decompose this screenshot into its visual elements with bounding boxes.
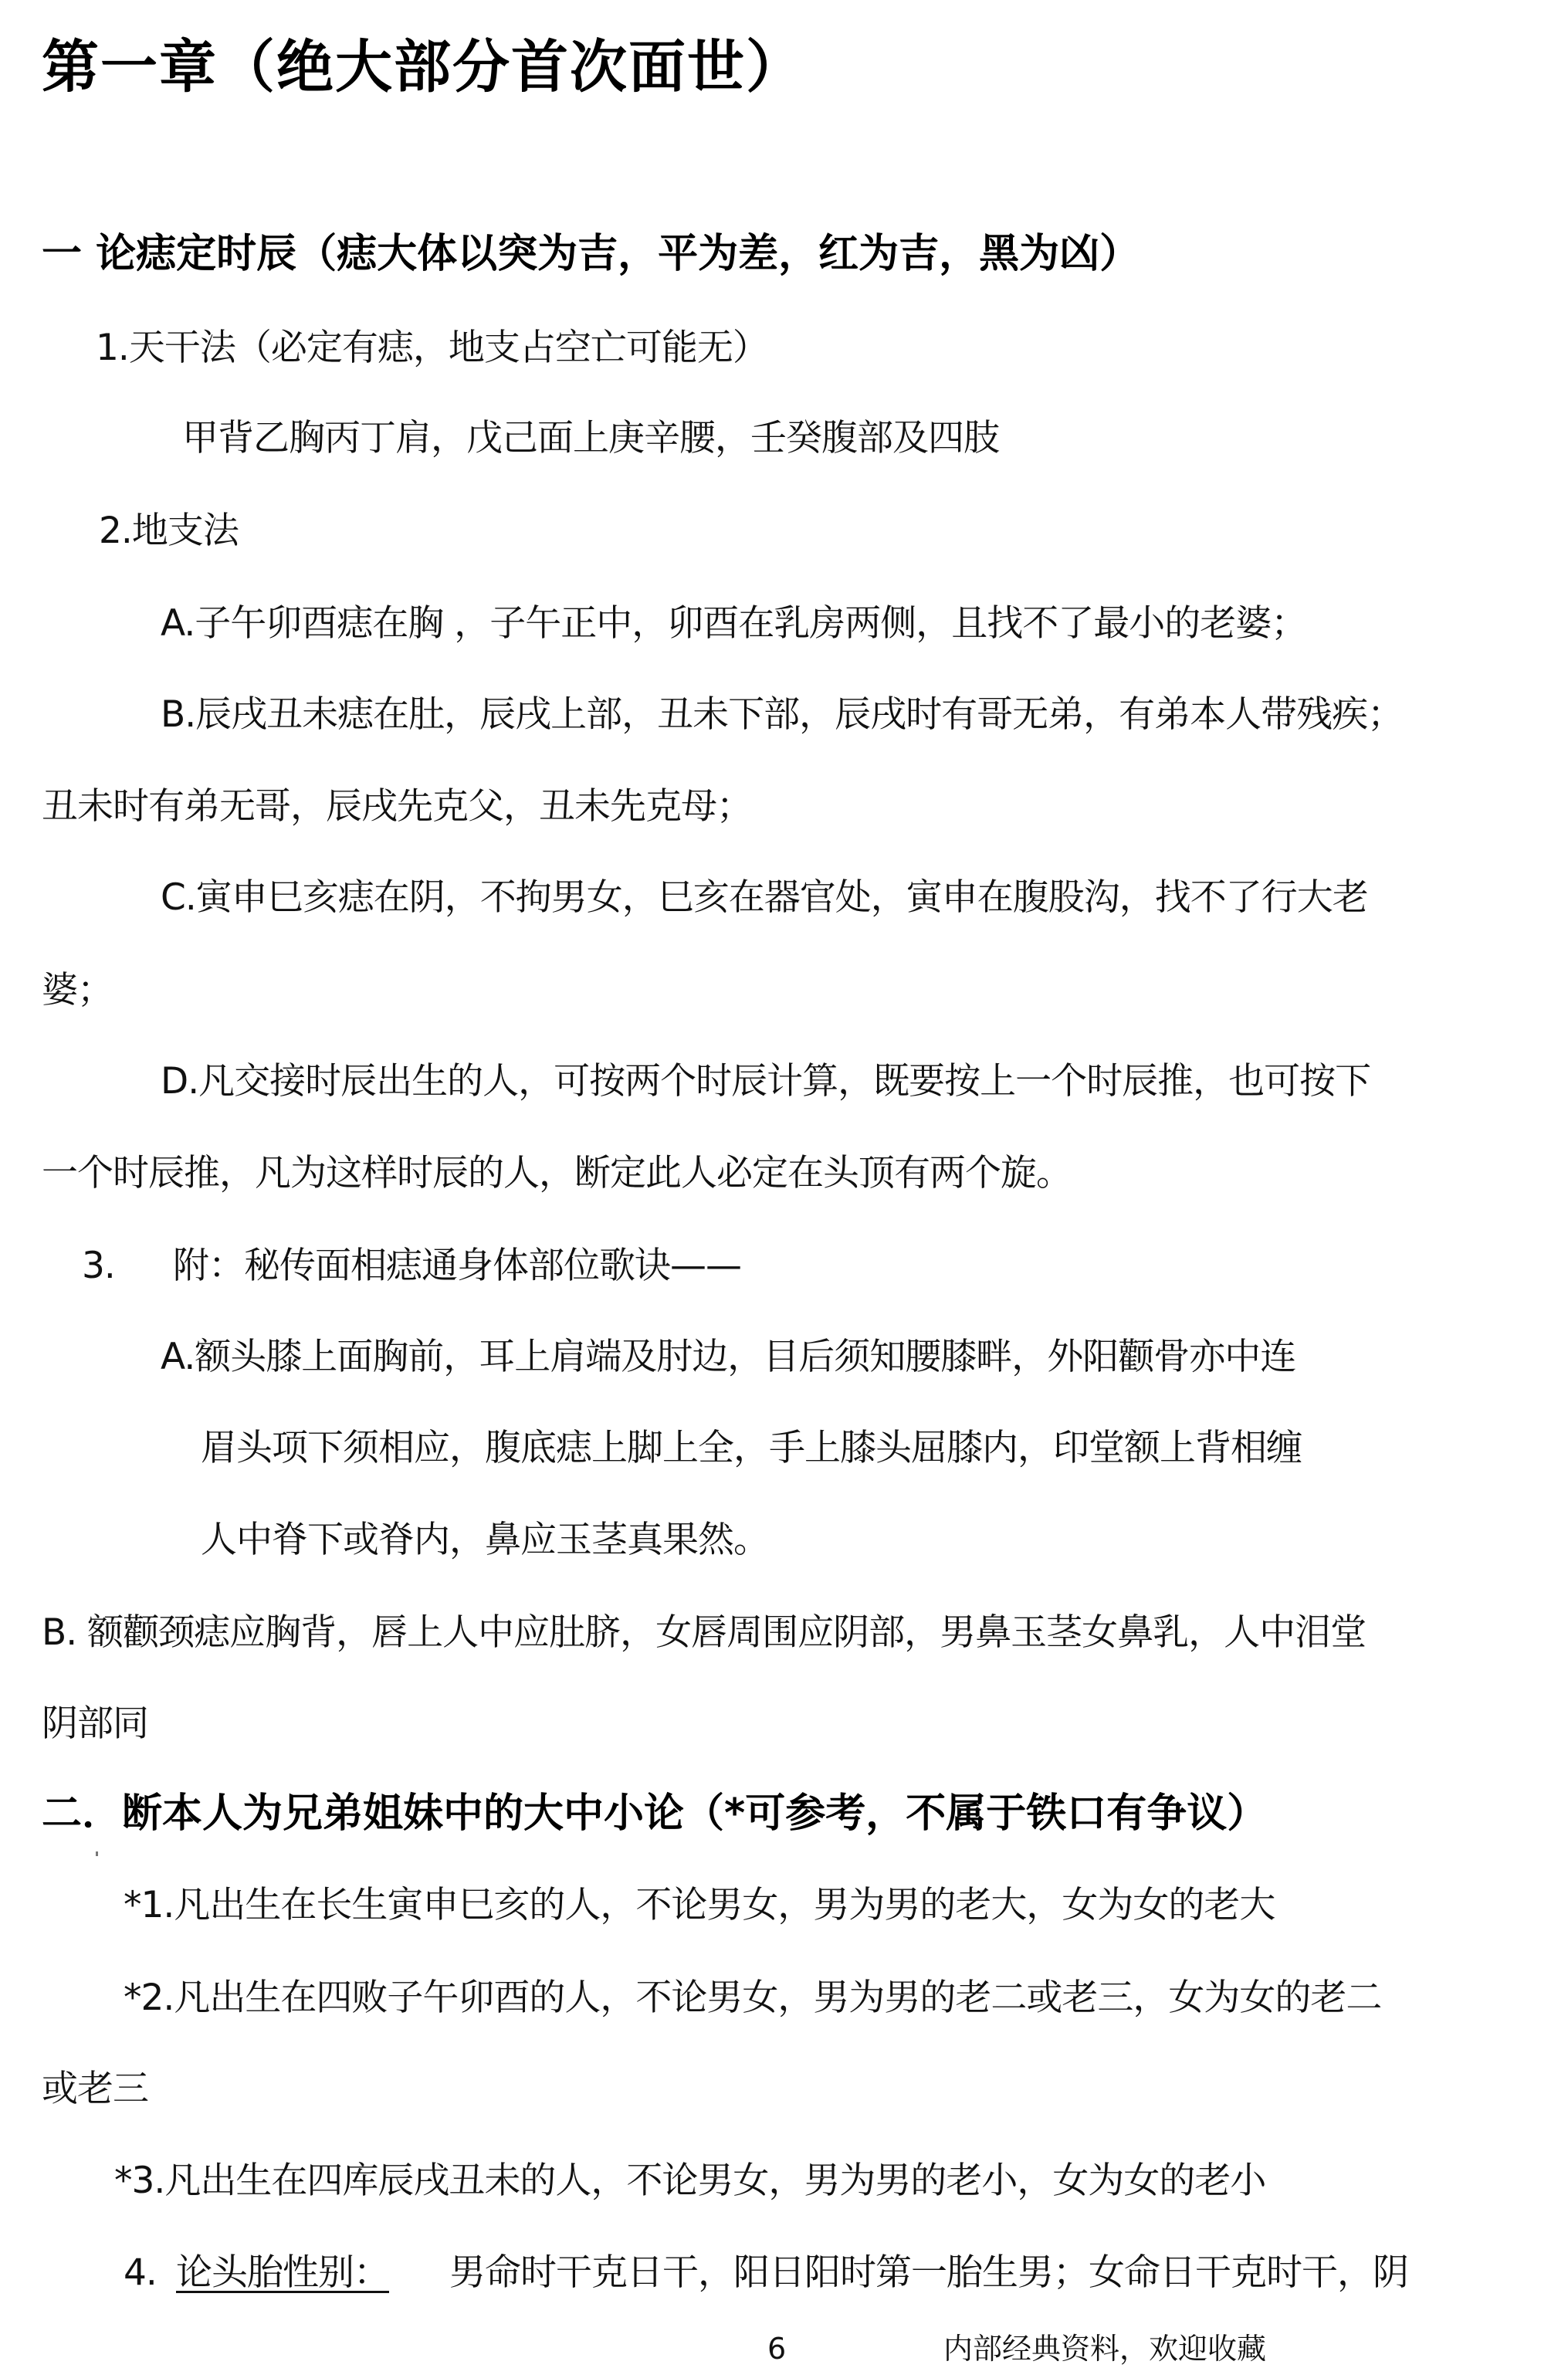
section-1-item-1-label: 1.天干法（必定有痣，地支占空亡可能无） (96, 327, 768, 369)
section-1-item-3-A-line-1: A.额头膝上面胸前，耳上肩端及肘边，目后须知腰膝畔，外阳颧骨亦中连 (161, 1336, 1296, 1378)
section-1-heading: 一 论痣定时辰（痣大体以突为吉，平为差，红为吉，黑为凶） (42, 231, 1140, 277)
section-2-item-1: *1.凡出生在长生寅申巳亥的人，不论男女，男为男的老大，女为女的老大 (124, 1884, 1275, 1926)
scan-speck (96, 1851, 98, 1856)
section-1-item-3-B-line-1: B. 额颧颈痣应胸背，唇上人中应肚脐，女唇周围应阴部，男鼻玉茎女鼻乳，人中泪堂 (42, 1611, 1366, 1654)
section-2-heading: 二．断本人为兄弟姐妹中的大中小论（*可参考，不属于铁口有争议） (42, 1790, 1268, 1837)
section-1-item-2-D-line-2: 一个时辰推，凡为这样时辰的人，断定此人必定在头顶有两个旋。 (42, 1152, 1072, 1194)
section-1-item-2-label: 2.地支法 (99, 510, 239, 552)
section-1-item-1-body: 甲背乙胸丙丁肩，戊己面上庚辛腰，壬癸腹部及四肢 (182, 417, 999, 459)
section-1-item-3-B-line-2: 阴部同 (42, 1702, 148, 1745)
footer-note: 内部经典资料，欢迎收藏 (943, 2332, 1267, 2366)
section-2-item-2-line-1: *2.凡出生在四败子午卯酉的人，不论男女，男为男的老二或老三，女为女的老二 (124, 1977, 1382, 2019)
section-2-item-4-label: 论头胎性别： (176, 2251, 389, 2294)
section-1-item-2-B-line-2: 丑未时有弟无哥，辰戌先克父，丑未先克母； (42, 785, 752, 828)
section-1-item-3-number: 3. (82, 1245, 115, 1287)
section-1-item-2-B-line-1: B.辰戌丑未痣在肚，辰戌上部，丑未下部，辰戌时有哥无弟，有弟本人带残疾； (161, 693, 1404, 736)
section-2-item-3: *3.凡出生在四库辰戌丑未的人，不论男女，男为男的老小，女为女的老小 (114, 2160, 1266, 2202)
section-1-item-2-C-line-2: 婆； (42, 969, 113, 1011)
section-2-item-4-number: 4. (124, 2251, 157, 2294)
page-number: 6 (767, 2332, 787, 2366)
section-1-item-3-A-line-3: 人中脊下或脊内，鼻应玉茎真果然。 (201, 1519, 769, 1561)
section-2-item-4-body: 男命时干克日干，阳日阳时第一胎生男；女命日干克时干，阴 (449, 2251, 1408, 2294)
section-1-item-2-A: A.子午卯酉痣在胸 ，子午正中，卯酉在乳房两侧，且找不了最小的老婆； (161, 602, 1307, 645)
section-1-item-3-A-line-2: 眉头项下须相应，腹底痣上脚上全，手上膝头屈膝内，印堂额上背相缠 (201, 1427, 1302, 1469)
section-1-item-2-D-line-1: D.凡交接时辰出生的人，可按两个时辰计算，既要按上一个时辰推，也可按下 (161, 1060, 1371, 1103)
section-1-item-3-label: 附：秘传面相痣通身体部位歌诀—— (173, 1245, 741, 1287)
chapter-title: 第一章（绝大部分首次面世） (42, 34, 804, 100)
section-2-item-2-line-2: 或老三 (42, 2068, 148, 2110)
section-1-item-2-C-line-1: C.寅申巳亥痣在阴，不拘男女，巳亥在器官处，寅申在腹股沟，找不了行大老 (161, 876, 1368, 919)
